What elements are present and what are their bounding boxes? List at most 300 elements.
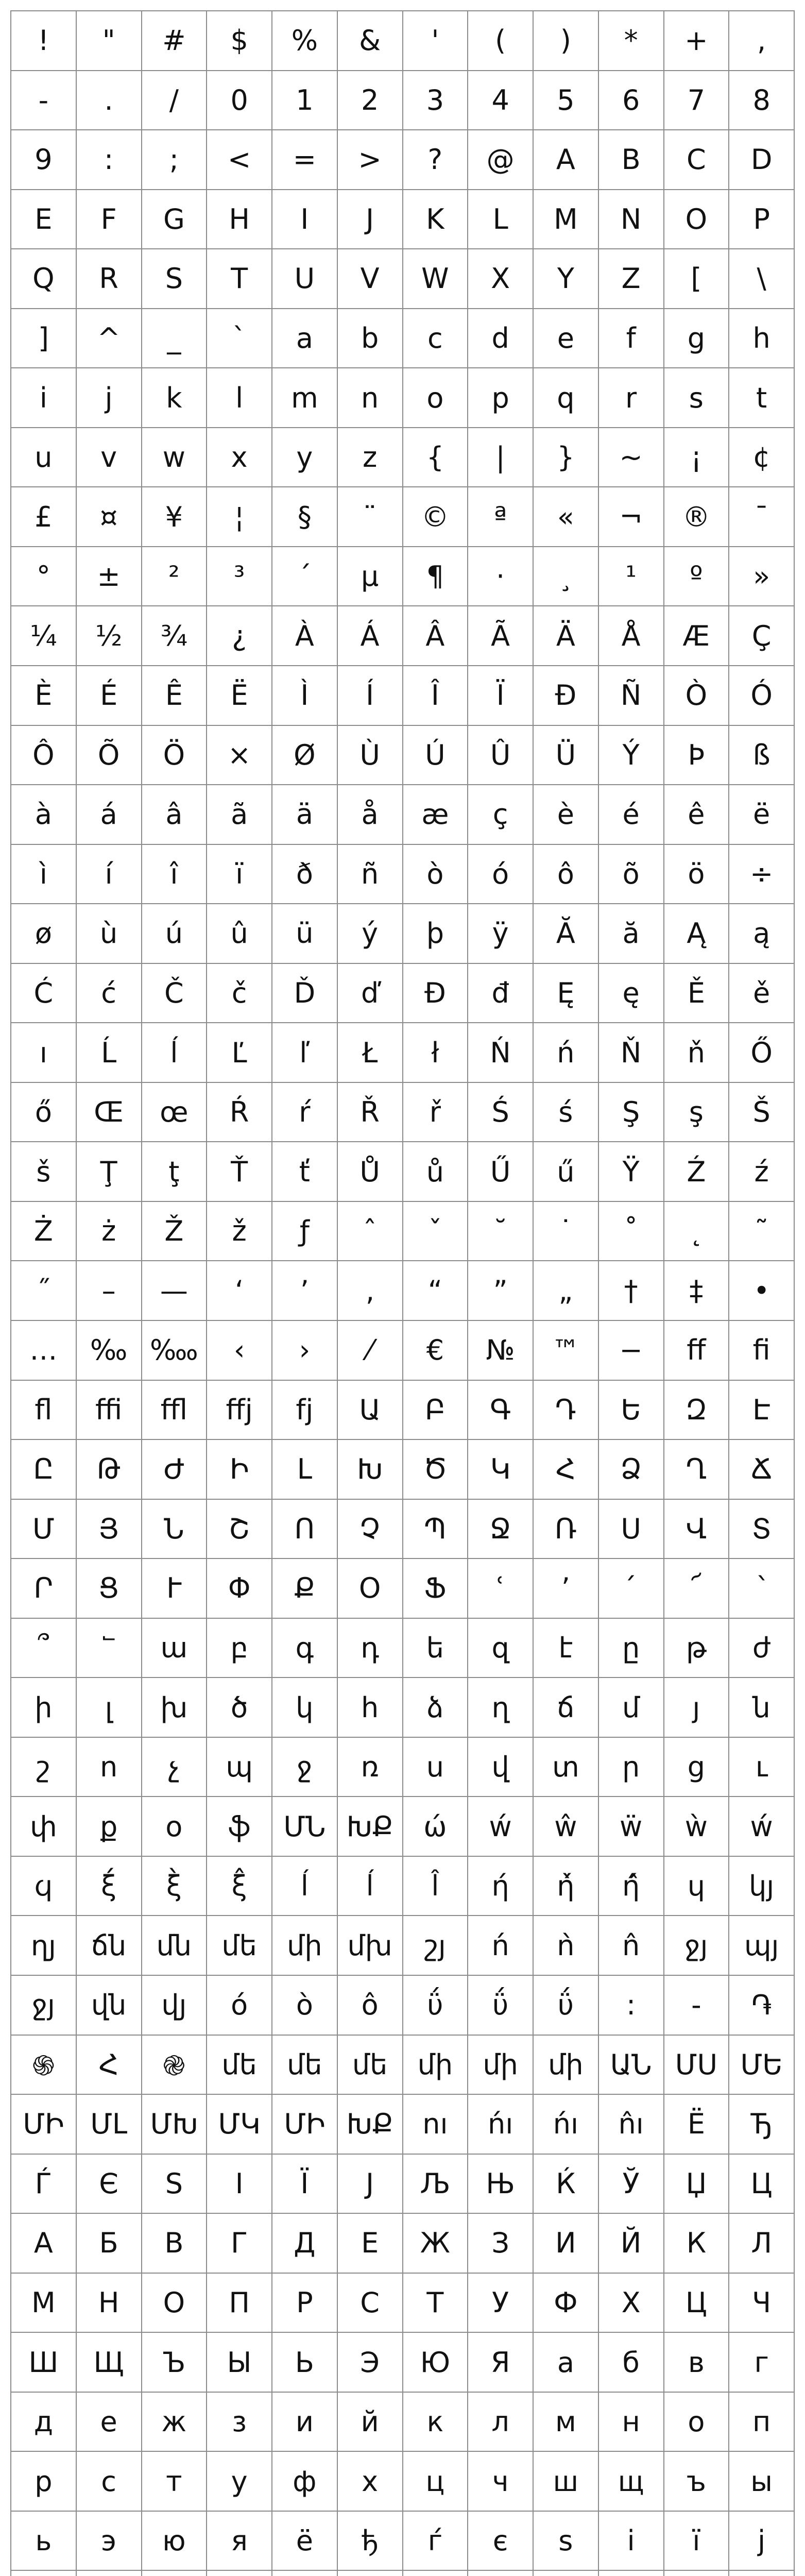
glyph-cell: Մ [11, 1500, 77, 1560]
glyph-cell: Ч [729, 2274, 795, 2333]
glyph-cell: Њ [468, 2155, 534, 2214]
glyph-cell: ՝ [729, 1559, 795, 1619]
glyph-cell: ò [403, 845, 469, 905]
glyph-cell: » [729, 547, 795, 607]
glyph-cell: Ք [272, 1559, 338, 1619]
glyph-cell: ő [11, 1083, 77, 1143]
glyph-cell: п [729, 2393, 795, 2452]
glyph-cell [272, 2571, 338, 2576]
glyph-cell: Q [11, 249, 77, 309]
glyph-cell: « [534, 487, 599, 547]
glyph-cell: „ [534, 1261, 599, 1321]
glyph-cell: Û [468, 726, 534, 786]
glyph-cell: Ç [729, 606, 795, 666]
glyph-cell: ů [403, 1142, 469, 1202]
glyph-cell: ֏ [729, 1976, 795, 2036]
glyph-cell: շյ [403, 1916, 469, 1976]
glyph-cell: Կ [468, 1440, 534, 1500]
glyph-cell [207, 2571, 272, 2576]
glyph-cell: Ձ [599, 1440, 664, 1500]
glyph-cell: đ [468, 964, 534, 1024]
glyph-cell: Е [338, 2214, 403, 2274]
glyph-cell: ë [729, 785, 795, 845]
glyph-cell: ì [11, 845, 77, 905]
glyph-cell: Ł [338, 1023, 403, 1083]
glyph-cell: Ö [142, 726, 208, 786]
glyph-cell: L [468, 190, 534, 250]
glyph-cell: Ё [664, 2095, 730, 2155]
glyph-cell: ֎ [142, 2036, 208, 2095]
glyph-cell: U [272, 249, 338, 309]
glyph-cell: d [468, 309, 534, 369]
glyph-cell: ю [142, 2512, 208, 2571]
glyph-cell: ԱՆ [599, 2036, 664, 2095]
glyph-cell: մե [272, 2036, 338, 2095]
glyph-cell: Ђ [729, 2095, 795, 2155]
glyph-cell: գ [272, 1619, 338, 1679]
glyph-cell: Ц [729, 2155, 795, 2214]
glyph-cell: О [142, 2274, 208, 2333]
glyph-cell: Я [468, 2333, 534, 2393]
glyph-cell: ‱ [142, 1321, 208, 1381]
glyph-cell: М [11, 2274, 77, 2333]
glyph-cell: Ш [11, 2333, 77, 2393]
glyph-cell: ť [272, 1142, 338, 1202]
glyph-cell: у [207, 2452, 272, 2512]
glyph-cell: ń [468, 1916, 534, 1976]
glyph-cell: ֆ [207, 1797, 272, 1857]
glyph-cell: ΰ [534, 1976, 599, 2036]
glyph-cell: $ [207, 11, 272, 71]
glyph-cell: Ć [11, 964, 77, 1024]
glyph-cell: H [207, 190, 272, 250]
glyph-cell: º [664, 547, 730, 607]
glyph-cell: f [599, 309, 664, 369]
glyph-cell: լ [77, 1678, 142, 1738]
glyph-cell: K [403, 190, 469, 250]
glyph-cell: Վ [664, 1500, 730, 1560]
glyph-cell: Ն [142, 1500, 208, 1560]
glyph-cell: ? [403, 130, 469, 190]
glyph-cell: ‡ [664, 1261, 730, 1321]
glyph-cell: u [11, 428, 77, 488]
glyph-cell: т [142, 2452, 208, 2512]
glyph-cell: ( [468, 11, 534, 71]
glyph-cell: Љ [403, 2155, 469, 2214]
glyph-cell: A [534, 130, 599, 190]
glyph-cell: ł [403, 1023, 469, 1083]
glyph-cell: − [599, 1321, 664, 1381]
glyph-cell: Ą [664, 904, 730, 964]
glyph-cell: ŕ [272, 1083, 338, 1143]
glyph-cell: պ [207, 1738, 272, 1798]
glyph-cell: Œ [77, 1083, 142, 1143]
glyph-cell: c [403, 309, 469, 369]
glyph-cell: Ż [11, 1202, 77, 1262]
glyph-cell: Y [534, 249, 599, 309]
glyph-cell: I [272, 190, 338, 250]
glyph-cell: ՚ [534, 1559, 599, 1619]
glyph-cell: Ì [272, 666, 338, 726]
glyph-cell: < [207, 130, 272, 190]
glyph-cell: Щ [77, 2333, 142, 2393]
glyph-cell: ξ́ [77, 1857, 142, 1917]
glyph-cell: 7 [664, 71, 730, 131]
glyph-cell: Ւ [142, 1559, 208, 1619]
glyph-cell: : [77, 130, 142, 190]
glyph-cell [468, 2571, 534, 2576]
glyph-cell: Ы [207, 2333, 272, 2393]
glyph-cell: a [272, 309, 338, 369]
glyph-cell: ę [599, 964, 664, 1024]
glyph-cell: փ [11, 1797, 77, 1857]
glyph-cell: @ [468, 130, 534, 190]
glyph-cell: Ռ [534, 1500, 599, 1560]
glyph-cell: Ű [468, 1142, 534, 1202]
glyph-cell: Ъ [142, 2333, 208, 2393]
glyph-cell: д [11, 2393, 77, 2452]
glyph-cell: Ä [534, 606, 599, 666]
glyph-cell: ή [468, 1857, 534, 1917]
glyph-cell [77, 2571, 142, 2576]
glyph-cell: մի [403, 2036, 469, 2095]
glyph-cell: й [338, 2393, 403, 2452]
glyph-cell: ջյ [664, 1916, 730, 1976]
glyph-cell: ф [272, 2452, 338, 2512]
glyph-cell: ՙ [468, 1559, 534, 1619]
glyph-cell: Ь [272, 2333, 338, 2393]
glyph-cell: ՄԵ [729, 2036, 795, 2095]
glyph-cell: Ę [534, 964, 599, 1024]
glyph-cell: ¥ [142, 487, 208, 547]
glyph-cell [729, 2571, 795, 2576]
glyph-cell [11, 2571, 77, 2576]
glyph-cell: S [142, 2155, 208, 2214]
glyph-cell: 2 [338, 71, 403, 131]
glyph-cell: Ú [403, 726, 469, 786]
glyph-cell: ώ [403, 1797, 469, 1857]
glyph-cell: 4 [468, 71, 534, 131]
glyph-cell: Փ [207, 1559, 272, 1619]
glyph-cell: Յ [77, 1500, 142, 1560]
glyph-cell: ь [11, 2512, 77, 2571]
glyph-cell: ﬀ [664, 1321, 730, 1381]
glyph-cell: R [77, 249, 142, 309]
glyph-cell: › [272, 1321, 338, 1381]
glyph-cell: % [272, 11, 338, 71]
glyph-cell: ԽՔ [338, 1797, 403, 1857]
glyph-cell: • [729, 1261, 795, 1321]
glyph-cell: ß [729, 726, 795, 786]
glyph-cell [599, 2571, 664, 2576]
glyph-cell: j [729, 2512, 795, 2571]
glyph-cell: ъ [664, 2452, 730, 2512]
glyph-cell: ĺ [142, 1023, 208, 1083]
glyph-cell: դ [338, 1619, 403, 1679]
glyph-cell: Ե [599, 1381, 664, 1440]
glyph-cell: , [729, 11, 795, 71]
glyph-cell: ՄՍ [664, 2036, 730, 2095]
glyph-cell: Í [338, 666, 403, 726]
glyph-cell: ⁄ [338, 1321, 403, 1381]
glyph-cell: * [599, 11, 664, 71]
glyph-cell: ա [142, 1619, 208, 1679]
glyph-cell: ﬂ [11, 1381, 77, 1440]
glyph-cell: Է [729, 1381, 795, 1440]
glyph-cell: ńı [534, 2095, 599, 2155]
glyph-cell: г [729, 2333, 795, 2393]
glyph-cell: ñ [338, 845, 403, 905]
glyph-cell: ժ [729, 1619, 795, 1679]
glyph-cell: մե [207, 2036, 272, 2095]
glyph-cell: & [338, 11, 403, 71]
glyph-cell: B [599, 130, 664, 190]
glyph-cell: ւ [729, 1738, 795, 1798]
glyph-cell: _ [142, 309, 208, 369]
glyph-cell: ü [272, 904, 338, 964]
glyph-cell: J [338, 2155, 403, 2214]
glyph-cell: § [272, 487, 338, 547]
glyph-cell: " [77, 11, 142, 71]
glyph-cell: ’ [272, 1261, 338, 1321]
glyph-cell: ~ [599, 428, 664, 488]
glyph-cell: Ò [664, 666, 730, 726]
glyph-cell: ; [142, 130, 208, 190]
glyph-cell: ½ [77, 606, 142, 666]
glyph-cell: պյ [729, 1916, 795, 1976]
glyph-cell: ý [338, 904, 403, 964]
glyph-cell: £ [11, 487, 77, 547]
glyph-cell: y [272, 428, 338, 488]
glyph-cell: œ [142, 1083, 208, 1143]
glyph-cell: մի [534, 2036, 599, 2095]
glyph-cell: fj [272, 1381, 338, 1440]
glyph-cell: - [11, 71, 77, 131]
glyph-cell: і [599, 2512, 664, 2571]
glyph-cell: 8 [729, 71, 795, 131]
glyph-cell: S [142, 249, 208, 309]
glyph-cell: х [338, 2452, 403, 2512]
glyph-cell: ‘ [207, 1261, 272, 1321]
glyph-cell: Т [403, 2274, 469, 2333]
glyph-cell: є [468, 2512, 534, 2571]
glyph-cell: ã [207, 785, 272, 845]
glyph-cell: À [272, 606, 338, 666]
glyph-cell: Հ [534, 1440, 599, 1500]
glyph-cell: ™ [534, 1321, 599, 1381]
glyph-cell: l̂ [403, 1857, 469, 1917]
glyph-cell: ‚ [338, 1261, 403, 1321]
glyph-cell: Ո [272, 1500, 338, 1560]
glyph-cell: ˜ [729, 1202, 795, 1262]
glyph-cell: þ [403, 904, 469, 964]
glyph-cell: ´ [272, 547, 338, 607]
glyph-cell: Ź [664, 1142, 730, 1202]
glyph-cell: К [664, 2214, 730, 2274]
glyph-cell: ‰ [77, 1321, 142, 1381]
glyph-cell: չ [142, 1738, 208, 1798]
glyph-cell: Օ [338, 1559, 403, 1619]
glyph-cell: Õ [77, 726, 142, 786]
glyph-cell: j [77, 368, 142, 428]
glyph-cell: Ă [534, 904, 599, 964]
glyph-cell: m [272, 368, 338, 428]
glyph-cell: } [534, 428, 599, 488]
glyph-cell: [ [664, 249, 730, 309]
glyph-cell: ξ̂ [207, 1857, 272, 1917]
glyph-cell: ﬀj [207, 1381, 272, 1440]
glyph-cell: Ի [207, 1440, 272, 1500]
glyph-cell: Ж [403, 2214, 469, 2274]
glyph-cell: н [599, 2393, 664, 2452]
glyph-cell: ˝ [11, 1261, 77, 1321]
glyph-cell: մխ [338, 1916, 403, 1976]
glyph-cell: 1 [272, 71, 338, 131]
glyph-cell: Й [599, 2214, 664, 2274]
glyph-cell: Џ [664, 2155, 730, 2214]
glyph-cell: Ě [664, 964, 730, 1024]
glyph-cell: ¸ [534, 547, 599, 607]
glyph-cell: Ժ [142, 1440, 208, 1500]
glyph-cell: ՟ [77, 1619, 142, 1679]
glyph-cell: ճ [534, 1678, 599, 1738]
glyph-cell: Տ [729, 1500, 795, 1560]
glyph-cell: Ď [272, 964, 338, 1024]
glyph-cell: ՄԿ [207, 2095, 272, 2155]
glyph-cell: ը [599, 1619, 664, 1679]
glyph-cell: ﬃ [77, 1381, 142, 1440]
glyph-cell: я [207, 2512, 272, 2571]
glyph-cell: V [338, 249, 403, 309]
glyph-cell: ղ [468, 1678, 534, 1738]
glyph-cell: Ó [729, 666, 795, 726]
glyph-cell: ֍ [11, 2036, 77, 2095]
glyph-cell: Ї [272, 2155, 338, 2214]
glyph-cell: ÷ [729, 845, 795, 905]
glyph-cell: Г [207, 2214, 272, 2274]
glyph-cell: t [729, 368, 795, 428]
glyph-cell: ¶ [403, 547, 469, 607]
glyph-cell: € [403, 1321, 469, 1381]
glyph-cell: Ň [599, 1023, 664, 1083]
glyph-cell: и [272, 2393, 338, 2452]
glyph-cell: ńı [468, 2095, 534, 2155]
glyph-cell: © [403, 487, 469, 547]
glyph-cell: ї [664, 2512, 730, 2571]
glyph-cell: nı [403, 2095, 469, 2155]
glyph-cell: : [599, 1976, 664, 2036]
glyph-cell: ţ [142, 1142, 208, 1202]
glyph-cell: Ð [534, 666, 599, 726]
glyph-cell: ɥ [664, 1857, 730, 1917]
glyph-cell: ¯ [729, 487, 795, 547]
glyph-cell: 3 [403, 71, 469, 131]
glyph-cell: \ [729, 249, 795, 309]
glyph-cell: Ս [599, 1500, 664, 1560]
glyph-cell: Ц [664, 2274, 730, 2333]
glyph-grid [10, 10, 795, 2576]
glyph-cell: ¦ [207, 487, 272, 547]
glyph-cell: Ը [11, 1440, 77, 1500]
glyph-cell: Ф [534, 2274, 599, 2333]
glyph-cell: ă [599, 904, 664, 964]
glyph-cell: Ÿ [599, 1142, 664, 1202]
glyph-cell: Ñ [599, 666, 664, 726]
glyph-cell: ՞ [11, 1619, 77, 1679]
glyph-cell: w [142, 428, 208, 488]
glyph-cell: ξ̀ [142, 1857, 208, 1917]
glyph-cell: v [77, 428, 142, 488]
glyph-cell: N [599, 190, 664, 250]
glyph-cell: ¹ [599, 547, 664, 607]
glyph-cell: 0 [207, 71, 272, 131]
glyph-cell: Ô [11, 726, 77, 786]
glyph-cell: ш [534, 2452, 599, 2512]
glyph-cell: ẃ [468, 1797, 534, 1857]
glyph-cell: Ճ [729, 1440, 795, 1500]
glyph-cell: ы [729, 2452, 795, 2512]
glyph-cell: ˘ [468, 1202, 534, 1262]
glyph-cell: Ë [207, 666, 272, 726]
glyph-cell: ŵ [534, 1797, 599, 1857]
glyph-cell: o [403, 368, 469, 428]
glyph-cell: Ý [599, 726, 664, 786]
glyph-cell: մ [599, 1678, 664, 1738]
glyph-cell: ή̀ [534, 1857, 599, 1917]
glyph-cell: Ő [729, 1023, 795, 1083]
glyph-cell: ” [468, 1261, 534, 1321]
glyph-cell: Ã [468, 606, 534, 666]
glyph-cell: ѓ [403, 2512, 469, 2571]
glyph-cell: · [468, 547, 534, 607]
glyph-cell: Դ [534, 1381, 599, 1440]
glyph-cell: æ [403, 785, 469, 845]
glyph-cell: в [664, 2333, 730, 2393]
glyph-cell: ή̂ [599, 1857, 664, 1917]
glyph-cell: И [534, 2214, 599, 2274]
glyph-cell: ΰ [403, 1976, 469, 2036]
glyph-cell: g [664, 309, 730, 369]
glyph-cell: ! [11, 11, 77, 71]
glyph-cell: ջ [272, 1738, 338, 1798]
glyph-cell: C [664, 130, 730, 190]
glyph-cell: ą [729, 904, 795, 964]
glyph-cell: м [534, 2393, 599, 2452]
glyph-cell: ẅ [599, 1797, 664, 1857]
glyph-cell: F [77, 190, 142, 250]
glyph-cell: ˛ [664, 1202, 730, 1262]
glyph-cell: ı [11, 1023, 77, 1083]
glyph-cell: Հ [77, 2036, 142, 2095]
glyph-cell: ě [729, 964, 795, 1024]
glyph-cell: à [11, 785, 77, 845]
glyph-cell: å [338, 785, 403, 845]
glyph-cell: ) [534, 11, 599, 71]
glyph-cell: ՄԻ [272, 2095, 338, 2155]
glyph-cell: é [599, 785, 664, 845]
glyph-cell: 5 [534, 71, 599, 131]
glyph-cell: e [534, 309, 599, 369]
glyph-cell: s [534, 2512, 599, 2571]
glyph-cell: É [77, 666, 142, 726]
glyph-cell: J [338, 190, 403, 250]
glyph-cell: ê [664, 785, 730, 845]
glyph-cell: ծ [207, 1678, 272, 1738]
glyph-cell: ջյ [11, 1976, 77, 2036]
glyph-cell: ր [599, 1738, 664, 1798]
glyph-cell: Շ [207, 1500, 272, 1560]
glyph-cell: А [11, 2214, 77, 2274]
